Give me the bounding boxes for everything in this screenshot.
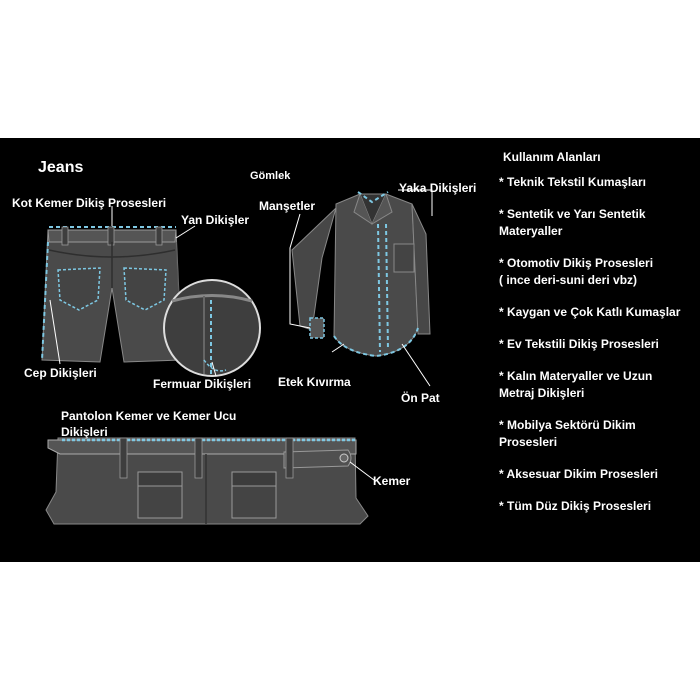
cuffs-label: Manşetler	[259, 199, 316, 213]
jeans-illustration	[42, 227, 182, 362]
side-seam-label: Yan Dikişler	[181, 213, 250, 227]
usage-item: * Teknik Tekstil Kumaşları	[499, 175, 646, 189]
belt-stitch-label-line1: Pantolon Kemer ve Kemer Ucu	[61, 409, 237, 423]
jeans-title: Jeans	[38, 159, 84, 176]
usage-item: * Tüm Düz Dikiş Prosesleri	[499, 499, 652, 513]
belt-label: Kemer	[373, 474, 411, 488]
usage-item: * Otomotiv Dikiş Prosesleri ( ince deri-suni deri vbz)	[499, 256, 654, 287]
collar-stitch-label: Yaka Dikişleri	[399, 181, 477, 195]
usage-item: * Sentetik ve Yarı Sentetik Materyaller	[499, 207, 646, 238]
hem-label: Etek Kıvırma	[278, 375, 351, 389]
diagram-panel	[0, 138, 700, 562]
pocket-stitch-label: Cep Dikişleri	[24, 366, 97, 380]
usage-heading: Kullanım Alanları	[503, 150, 601, 164]
shirt-title: Gömlek	[250, 170, 291, 182]
belt-stitch-label-line2: Dikişleri	[61, 425, 108, 439]
waistband-stitch-label: Kot Kemer Dikiş Prosesleri	[12, 196, 167, 210]
placket-label: Ön Pat	[401, 391, 440, 405]
usage-areas-list	[499, 150, 697, 530]
usage-item: * Ev Tekstili Dikiş Prosesleri	[499, 337, 659, 351]
shirt-illustration	[292, 192, 430, 356]
zipper-stitch-label: Fermuar Dikişleri	[153, 377, 252, 391]
usage-item: * Aksesuar Dikim Prosesleri	[499, 467, 658, 481]
usage-item: * Kalın Materyaller ve Uzun Metraj Dikişleri	[499, 369, 653, 400]
usage-item: * Mobilya Sektörü Dikim Prosesleri	[499, 418, 636, 449]
usage-item: * Kaygan ve Çok Katlı Kumaşlar	[499, 305, 681, 319]
zipper-detail-circle	[164, 280, 260, 376]
belt-illustration	[46, 438, 368, 524]
